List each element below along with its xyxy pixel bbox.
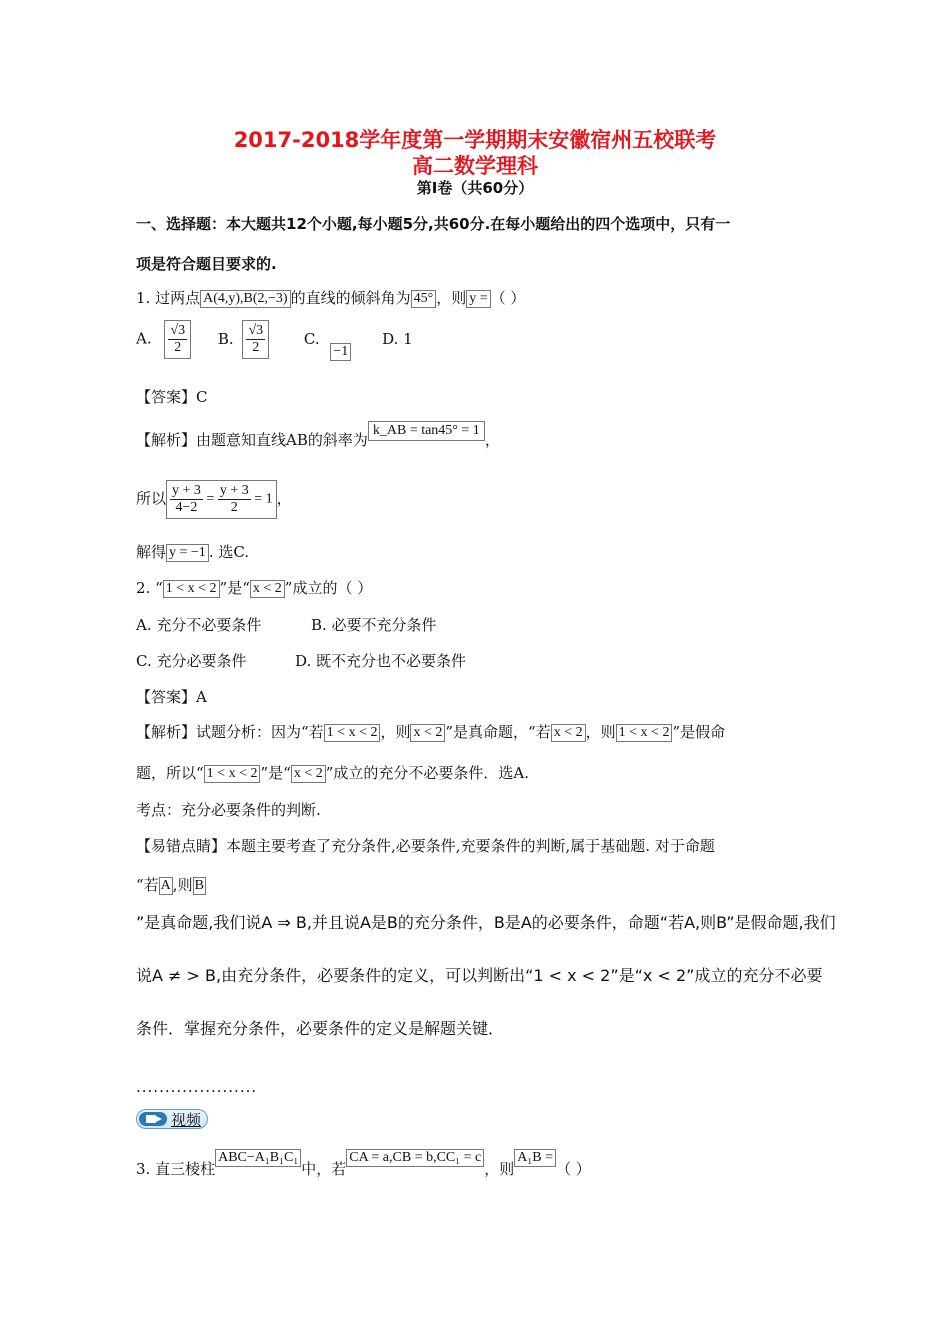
q2-tip2-B: B <box>194 878 204 893</box>
q1-explain-2 <box>136 480 292 519</box>
q1-exp1-post: ， <box>484 431 500 449</box>
q1-explain-3 <box>136 541 249 562</box>
q2-tip-2 <box>136 874 206 895</box>
q1-exp2-f1-num: y + 3 <box>172 483 201 498</box>
q1-opt-b-frac <box>242 320 269 359</box>
title-line1: 2017-2018学年度第一学期期末安徽宿州五校联考 <box>233 128 717 152</box>
q2-tip2-b: ,则 <box>172 876 193 894</box>
q3-paren: （ ） <box>556 1160 591 1178</box>
q3-prism: ABC−A₁B₁C₁ <box>215 1149 301 1167</box>
q3-then: ，则 <box>484 1160 515 1178</box>
q2-opt-d: D. 既不充分也不必要条件 <box>295 652 467 670</box>
q1-paren: （ ） <box>490 289 526 307</box>
q2-tip-5: 条件．掌握充分条件，必要条件的定义是解题关键． <box>136 1019 505 1038</box>
q2-e1-h: 1 < x < 2 <box>616 724 673 742</box>
q1-opt-a-num: √3 <box>170 323 186 338</box>
q1-exp2-box <box>166 480 277 519</box>
q2-mid: ”是“ <box>219 579 250 597</box>
video-label: 视频 <box>171 1110 202 1129</box>
q2-opt-b: B. 必要不充分条件 <box>311 616 437 634</box>
q3-target: A₁B = <box>514 1149 556 1167</box>
q1-opt-b-den: 2 <box>252 340 260 355</box>
q1-exp3-pre: 解得 <box>136 543 167 561</box>
q2-e2-e: ”成立的充分不必要条件．选A. <box>325 764 529 782</box>
q1-exp2-f1-den: 4−2 <box>175 500 198 515</box>
intro-line2: 项是符合题目要求的. <box>136 255 277 273</box>
q3-vectors: CA = a,CB = b,CC₁ = c <box>346 1149 484 1167</box>
q2-e2-a: 题，所以“ <box>136 764 204 782</box>
q2-post: ”成立的（ ） <box>284 579 373 597</box>
q1-stem <box>136 287 525 308</box>
q2-cond1: 1 < x < 2 <box>163 580 220 598</box>
q1-opt-d: D. 1 <box>382 329 413 348</box>
q2-e1-f: x < 2 <box>551 724 586 742</box>
q2-opt-a: A. 充分不必要条件 <box>136 616 262 634</box>
q2-e1-i: ”是假命 <box>672 723 726 741</box>
q2-explain-1 <box>136 721 725 742</box>
q2-e2-c: ”是“ <box>260 764 291 782</box>
q2-tip-1: 【易错点睛】本题主要考查了充分条件,必要条件,充要条件的判断,属于基础题. 对于命题 <box>136 837 715 855</box>
q2-e2-b: 1 < x < 2 <box>204 765 261 783</box>
q1-angle: 45° <box>411 290 437 308</box>
q1-opt-c-label: C. <box>303 329 320 348</box>
q1-exp2-tail: = 1 <box>254 491 273 507</box>
q3-mid: 中，若 <box>301 1160 347 1178</box>
q1-exp2-f2-den: 2 <box>230 500 238 515</box>
q2-pre: 2. “ <box>136 579 163 597</box>
q1-exp2-eq: = <box>206 491 215 507</box>
q2-tip-4: 说A ≠ > B,由充分条件，必要条件的定义，可以判断出“1 < x < 2”是“x < 2”成立的充分不必要 <box>136 966 823 985</box>
q1-opt-b-label: B. <box>217 329 234 348</box>
q2-tip2-a: “若 <box>136 876 159 894</box>
q1-exp1-pre: 【解析】由题意知直线AB的斜率为 <box>136 431 368 449</box>
q1-exp3-box: y = −1 <box>166 544 209 562</box>
q1-exp3-post: . 选C. <box>208 543 250 561</box>
q1-opt-b-num: √3 <box>248 323 264 338</box>
q1-opt-a-frac <box>164 320 191 359</box>
q1-exp2-post: ， <box>276 489 292 508</box>
q1-mid: 的直线的倾斜角为 <box>290 289 411 307</box>
dotted-separator: ..................... <box>136 1078 258 1096</box>
q2-e2-d: x < 2 <box>291 765 326 783</box>
q2-e1-e: ”是真命题，“若 <box>445 723 551 741</box>
q2-kaodian: 考点：充分必要条件的判断. <box>136 801 321 819</box>
video-camera-icon <box>139 1112 167 1126</box>
q2-e1-a: 【解析】试题分析：因为“若 <box>136 723 324 741</box>
q3-stem <box>136 1150 591 1178</box>
video-button-frame[interactable] <box>136 1109 208 1129</box>
q1-pre: 1. 过两点 <box>136 289 201 307</box>
q1-options <box>136 320 413 359</box>
q1-exp2-f2-num: y + 3 <box>219 483 249 498</box>
intro-line1: 一、选择题：本大题共12个小题,每小题5分,共60分.在每小题给出的四个选项中，只有一 <box>136 215 731 233</box>
title-line2: 高二数学理科 <box>412 154 538 178</box>
q1-points: A(4,y),B(2,−3) <box>200 290 291 308</box>
q1-y-eq: y = <box>466 290 490 308</box>
q1-opt-a-label: A. <box>136 329 152 348</box>
q2-opt-c: C. 充分必要条件 <box>136 652 247 670</box>
q1-opt-c-value: −1 <box>330 343 351 361</box>
q1-exp2-pre: 所以 <box>136 489 167 508</box>
q1-explain-1 <box>136 423 500 449</box>
q2-e1-b: 1 < x < 2 <box>324 724 381 742</box>
q1-exp1-box: k_AB = tan45° = 1 <box>368 421 485 441</box>
q1-then: ，则 <box>436 289 467 307</box>
q2-e1-d: x < 2 <box>410 724 445 742</box>
q2-cond2: x < 2 <box>250 580 285 598</box>
q2-e1-g: ，则 <box>585 723 616 741</box>
section-heading: 第Ⅰ卷（共60分） <box>416 179 534 197</box>
q2-answer: 【答案】A <box>136 688 207 706</box>
q2-tip2-A: A <box>160 878 171 893</box>
video-button[interactable] <box>136 1109 208 1130</box>
q2-explain-2 <box>136 762 529 783</box>
q2-tip-3: ”是真命题,我们说A ⇒ B,并且说A是B的充分条件，B是A的必要条件，命题“若A,则B”是假命题,我们 <box>136 913 836 932</box>
q2-stem <box>136 577 372 598</box>
q3-pre: 3. 直三棱柱 <box>136 1160 216 1178</box>
q1-answer: 【答案】C <box>136 388 208 406</box>
q2-e1-c: ，则 <box>380 723 411 741</box>
q1-opt-a-den: 2 <box>174 340 182 355</box>
